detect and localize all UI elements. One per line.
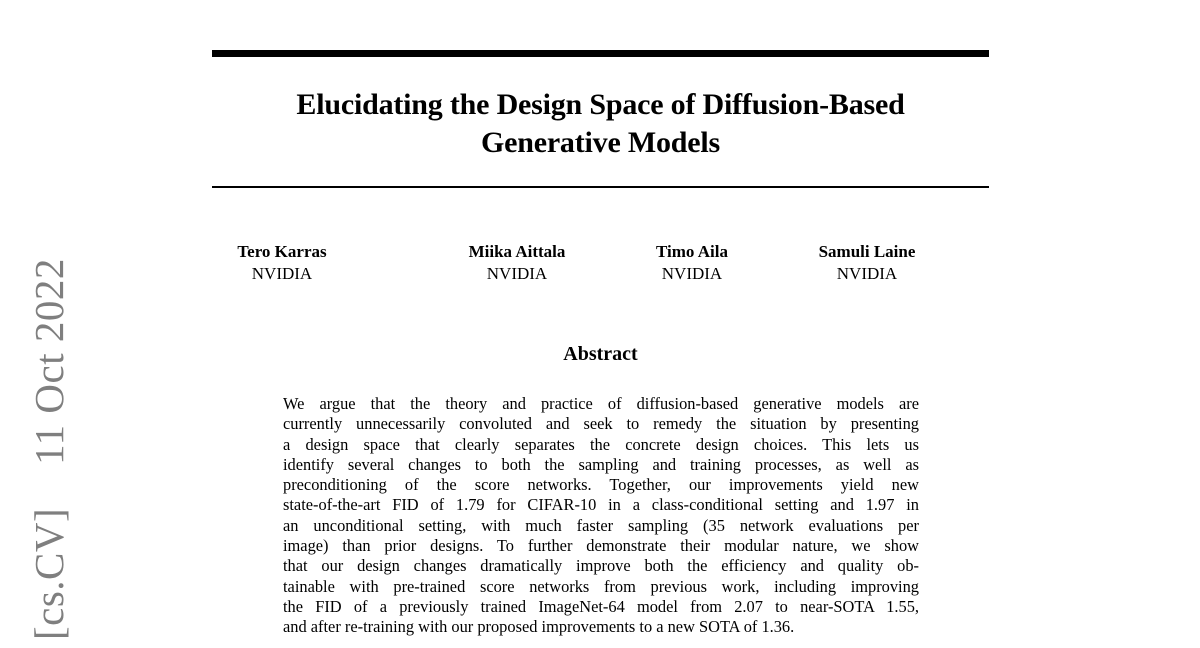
abstract-line: and after re-training with our proposed improvements to a new SOTA of 1.36. bbox=[283, 617, 795, 637]
abstract-heading: Abstract bbox=[563, 343, 638, 365]
abstract-line: state-of-the-art FID of 1.79 for CIFAR-10 in a class-conditional setting and 1.97 in bbox=[283, 495, 919, 515]
abstract-line: an unconditional setting, with much faster sampling (35 network evaluations per bbox=[283, 515, 919, 535]
arxiv-category: [cs.CV] bbox=[26, 507, 72, 640]
title-line-1: Elucidating the Design Space of Diffusion-Based bbox=[296, 88, 905, 121]
title-top-rule bbox=[212, 50, 989, 57]
author-affiliation: NVIDIA bbox=[486, 264, 548, 283]
author-affiliation: NVIDIA bbox=[251, 264, 313, 283]
author-name: Miika Aittala bbox=[468, 242, 566, 261]
abstract-line: the FID of a previously trained ImageNet-64 model from 2.07 to near-SOTA 1.55, bbox=[283, 596, 919, 616]
author-affiliation: NVIDIA bbox=[836, 264, 898, 283]
abstract-line: that our design changes dramatically improve both the efficiency and quality ob- bbox=[283, 556, 919, 576]
abstract-line: a design space that clearly separates the concrete design choices. This lets us bbox=[283, 434, 919, 454]
abstract-line: tainable with pre-trained score networks from previous work, including improving bbox=[283, 576, 919, 596]
abstract-body bbox=[283, 394, 919, 638]
arxiv-date: 11 Oct 2022 bbox=[26, 258, 72, 465]
author-name: Timo Aila bbox=[656, 242, 728, 261]
abstract-line: identify several changes to both the sampling and training processes, as well as bbox=[283, 454, 919, 474]
abstract-line: image) than prior designs. To further demonstrate their modular nature, we show bbox=[283, 536, 919, 556]
paper-title bbox=[212, 86, 989, 162]
arxiv-stamp-gap bbox=[26, 476, 72, 498]
author-affiliation: NVIDIA bbox=[661, 264, 723, 283]
abstract-line: currently unnecessarily convoluted and seek to remedy the situation by presenting bbox=[283, 414, 919, 434]
abstract-line: preconditioning of the score networks. Together, our improvements yield new bbox=[283, 475, 919, 495]
author-name: Samuli Laine bbox=[818, 242, 916, 261]
title-line-2: Generative Models bbox=[480, 126, 721, 159]
title-bottom-rule bbox=[212, 186, 989, 188]
arxiv-side-stamp bbox=[24, 258, 74, 640]
author-block bbox=[230, 241, 972, 291]
author-name: Tero Karras bbox=[237, 242, 327, 261]
abstract-line: We argue that the theory and practice of diffusion-based generative models are bbox=[283, 394, 919, 413]
